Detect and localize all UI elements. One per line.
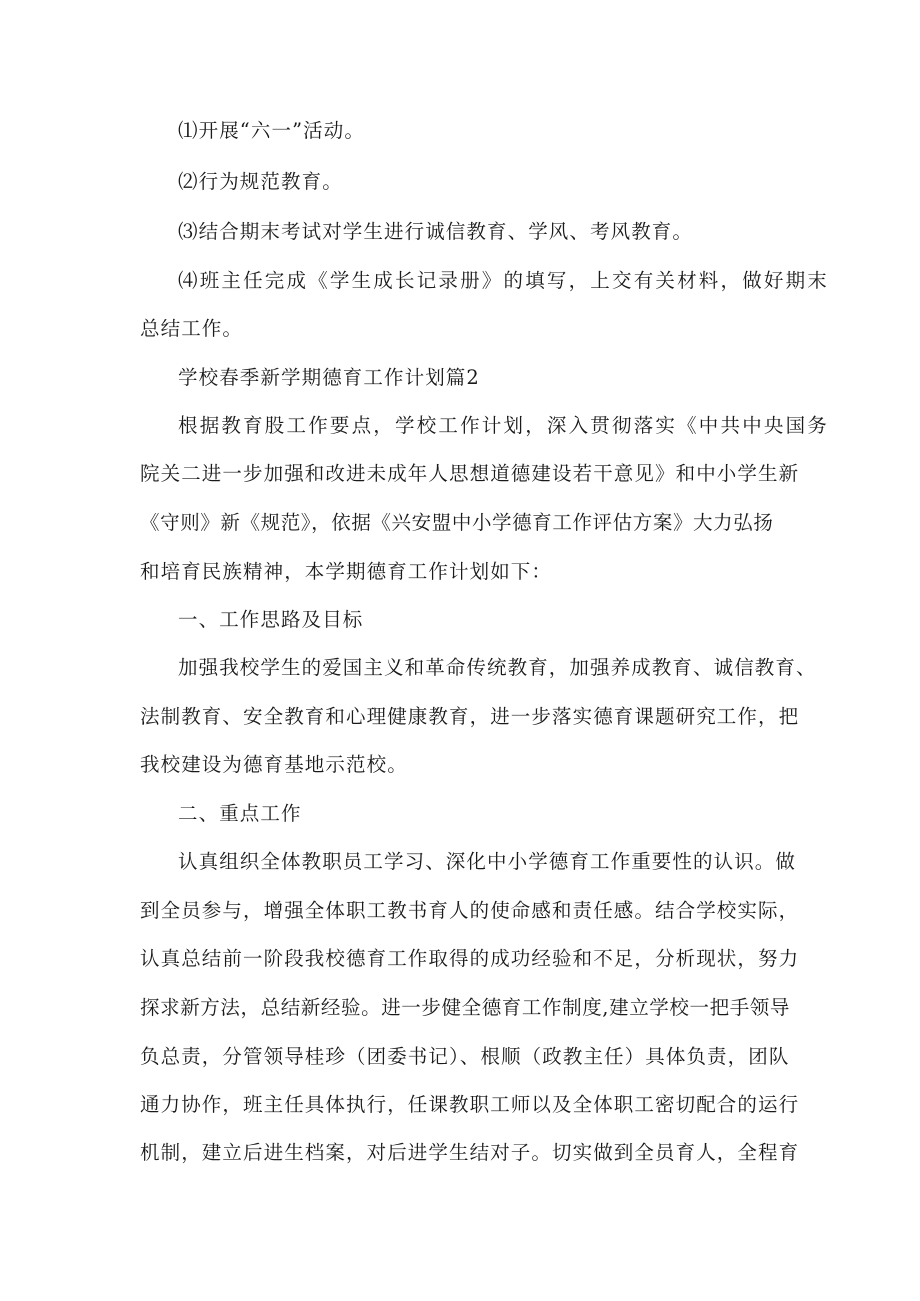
paragraph-3-line-2: 到全员参与，增强全体职工教书育人的使命感和责任感。结合学校实际， xyxy=(140,899,800,922)
paragraph-1-line-1: 根据教育股工作要点，学校工作计划，深入贯彻落实《中共中央国务 xyxy=(178,414,830,437)
paragraph-3-line-5: 负总责，分管领导桂珍（团委书记）、根顺（政教主任）具体负责，团队 xyxy=(140,1045,790,1068)
list-item-1: ⑴开展“六一”活动。 xyxy=(178,119,365,142)
list-item-3: ⑶结合期末考试对学生进行诚信教育、学风、考风教育。 xyxy=(178,220,694,243)
list-item-4-line-2: 总结工作。 xyxy=(140,317,244,340)
section-title: 学校春季新学期德育工作计划篇2 xyxy=(178,366,480,389)
paragraph-2-line-1: 加强我校学生的爱国主义和革命传统教育，加强养成教育、诚信教育、 xyxy=(178,656,817,679)
paragraph-2-line-2: 法制教育、安全教育和心理健康教育，进一步落实德育课题研究工作，把 xyxy=(140,705,800,728)
paragraph-1-line-3: 《守则》新《规范》，依据《兴安盟中小学德育工作评估方案》大力弘扬 xyxy=(140,511,774,534)
paragraph-3-line-7: 机制，建立后进生档案，对后进学生结对子。切实做到全员育人，全程育 xyxy=(140,1141,800,1164)
paragraph-1-line-4: 和培育民族精神，本学期德育工作计划如下： xyxy=(140,560,553,583)
list-item-2: ⑵行为规范教育。 xyxy=(178,170,343,193)
paragraph-3-line-4: 探求新方法，总结新经验。进一步健全德育工作制度,建立学校一把手领导 xyxy=(140,996,790,1019)
paragraph-3-line-6: 通力协作，班主任具体执行，任课教职工师以及全体职工密切配合的运行 xyxy=(140,1093,800,1116)
paragraph-2-line-3: 我校建设为德育基地示范校。 xyxy=(140,753,408,776)
paragraph-1-line-2: 院关二进一步加强和改进未成年人思想道德建设若干意见》和中小学生新 xyxy=(140,462,800,485)
list-item-4-line-1: ⑷班主任完成《学生成长记录册》的填写，上交有关材料，做好期末 xyxy=(178,269,830,292)
paragraph-3-line-1: 认真组织全体教职员工学习、深化中小学德育工作重要性的认识。做 xyxy=(178,850,797,873)
paragraph-3-line-3: 认真总结前一阶段我校德育工作取得的成功经验和不足，分析现状，努力 xyxy=(140,947,800,970)
heading-goals: 一、工作思路及目标 xyxy=(178,608,364,631)
heading-key-work: 二、重点工作 xyxy=(178,802,302,825)
